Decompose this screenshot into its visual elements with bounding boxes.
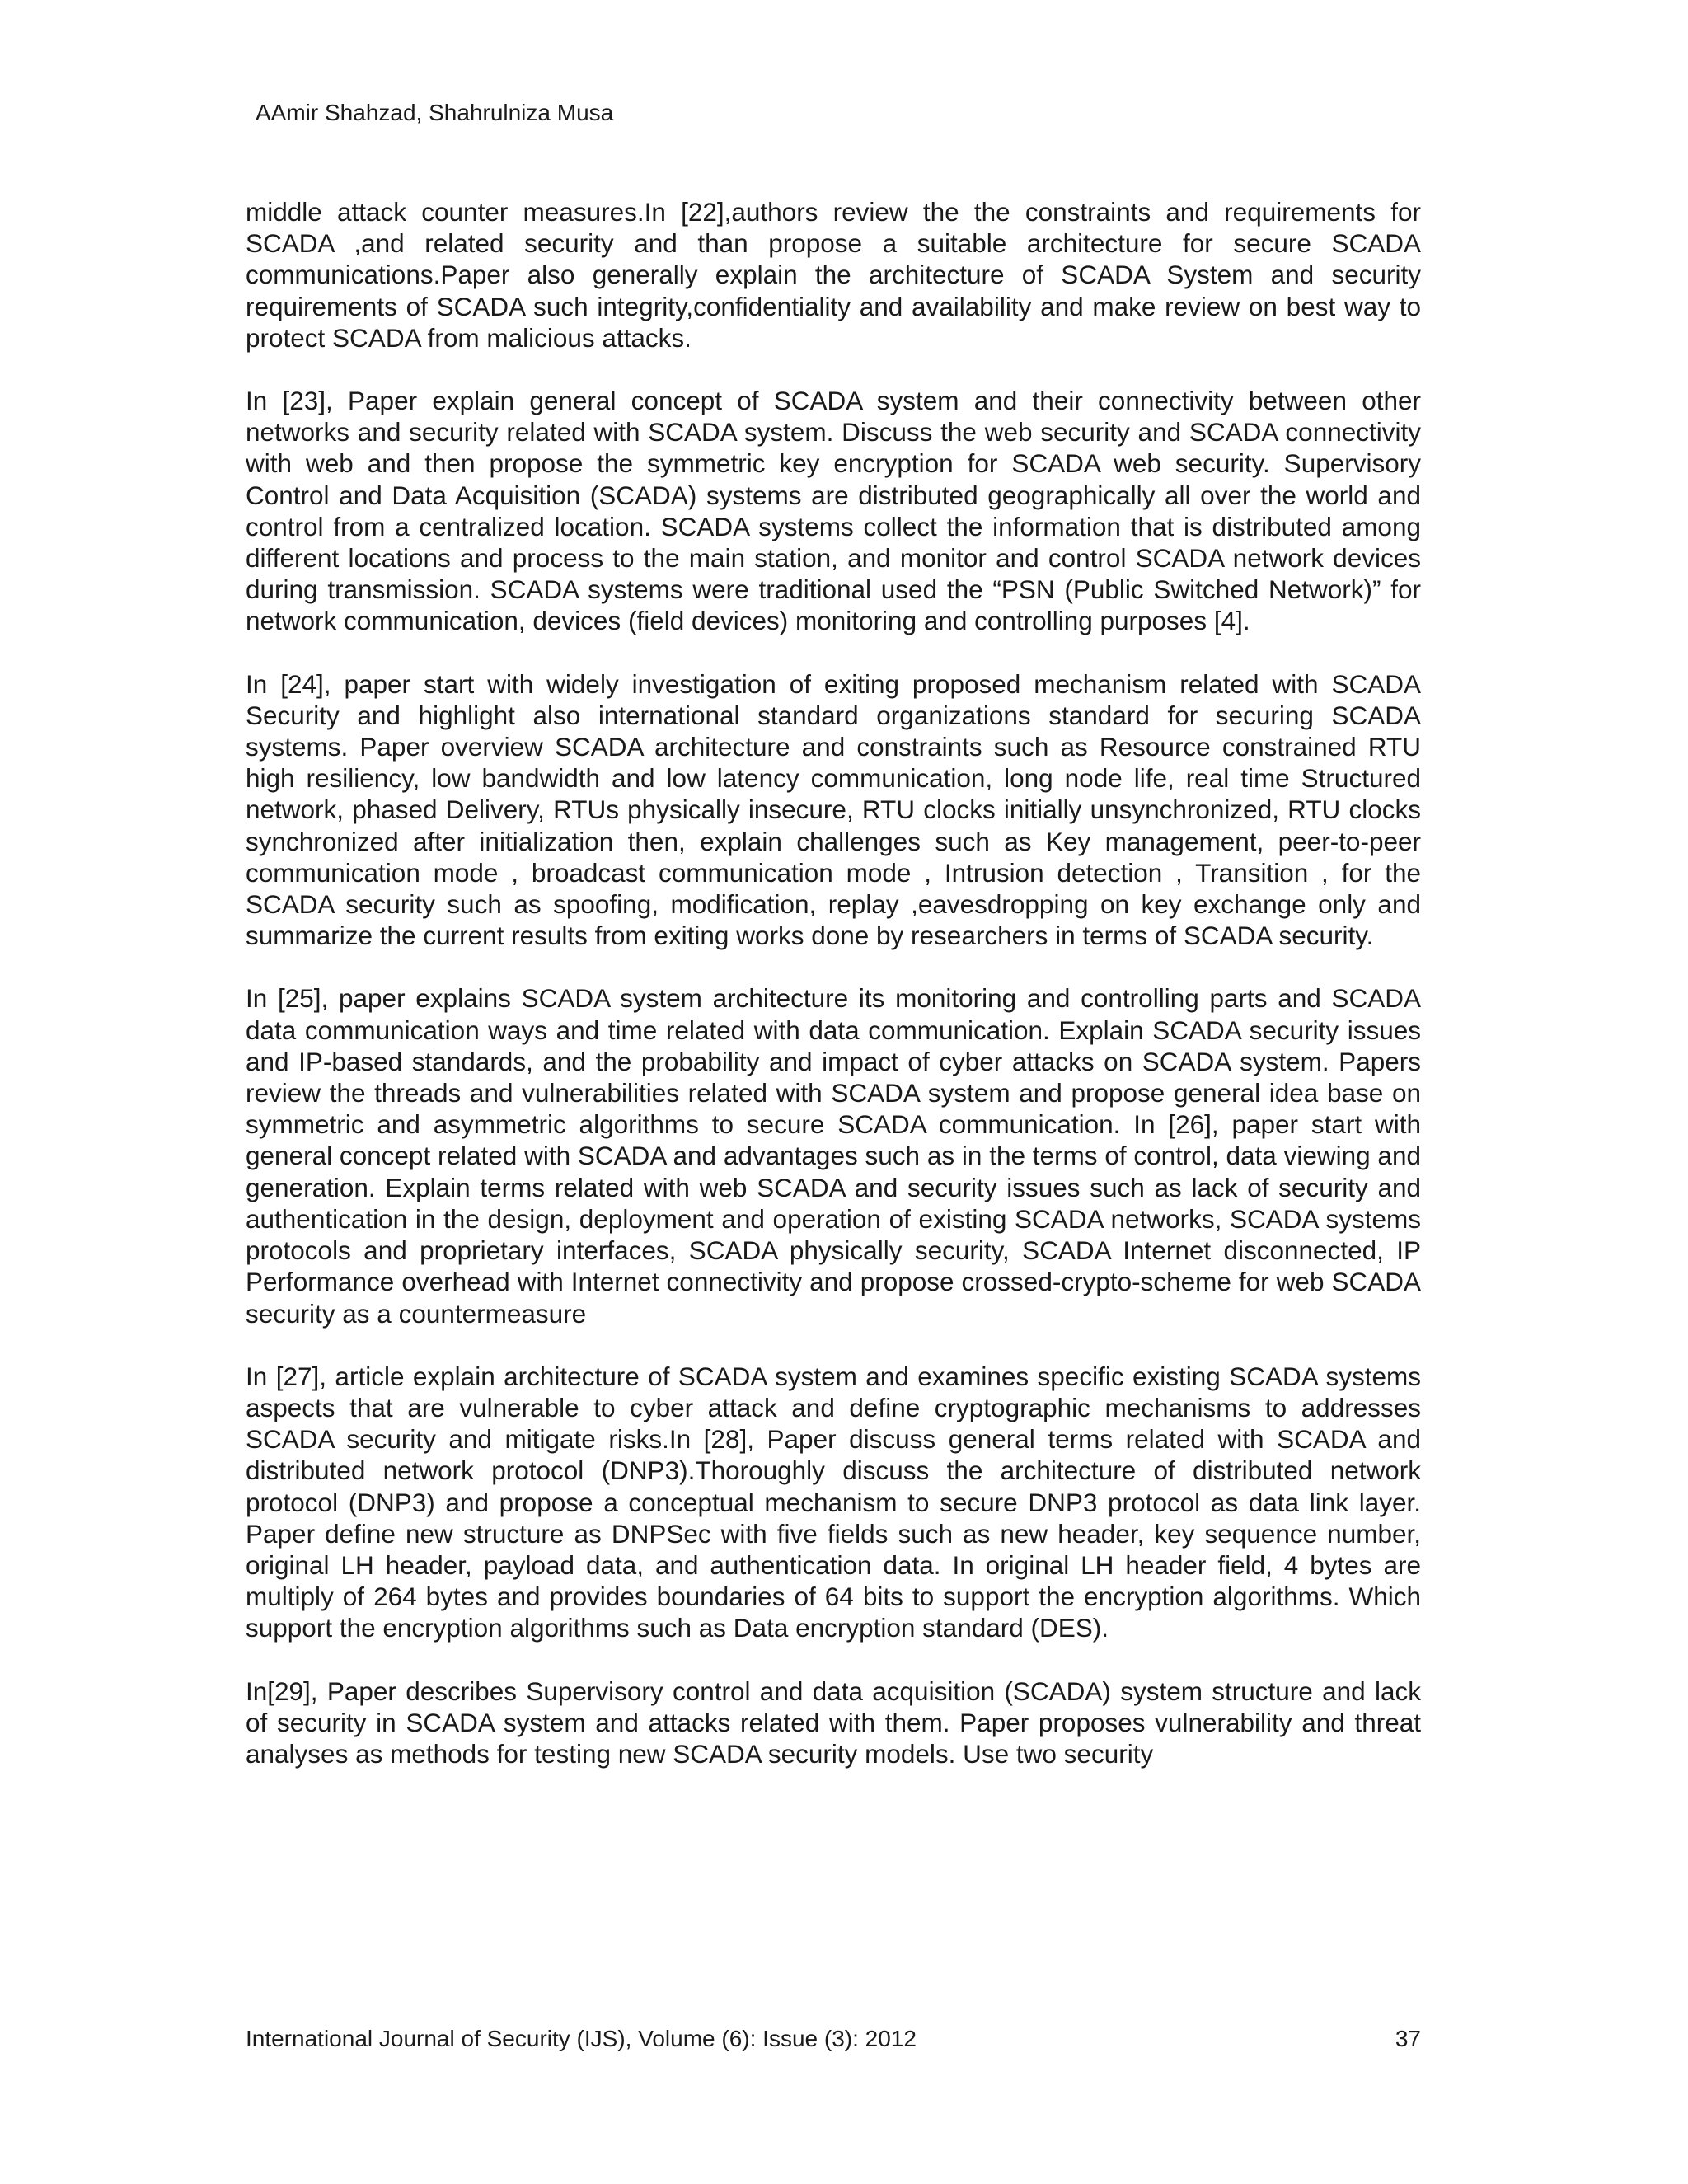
paragraph: In [25], paper explains SCADA system architecture its monitoring and controlling parts and SCADA data communication ways and time related with data communication. Explain SCADA security issues and IP-based standards, and the probability and impact of cyber attacks on SCADA system. Papers review the threads and vulnerabilities related with SCADA system and propose general idea base on symmetric and asymmetric algorithms to secure SCADA communication. In [26], paper start with general concept related with SCADA and advantages such as in the terms of control, data viewing and generation. Explain terms related with web SCADA and security issues such as lack of security and authentication in the design, deployment and operation of existing SCADA networks, SCADA systems protocols and proprietary interfaces, SCADA physically security, SCADA Internet disconnected, IP Performance overhead with Internet connectivity and propose crossed-crypto-scheme for web SCADA security as a countermeasure <box>246 983 1421 1329</box>
body-text <box>246 196 1421 1769</box>
paragraph: In [27], article explain architecture of SCADA system and examines specific existing SCADA systems aspects that are vulnerable to cyber attack and define cryptographic mechanisms to addresses SCADA security and mitigate risks.In [28], Paper discuss general terms related with SCADA and distributed network protocol (DNP3).Thoroughly discuss the architecture of distributed network protocol (DNP3) and propose a conceptual mechanism to secure DNP3 protocol as data link layer. Paper define new structure as DNPSec with five fields such as new header, key sequence number, original LH header, payload data, and authentication data. In original LH header field, 4 bytes are multiply of 264 bytes and provides boundaries of 64 bits to support the encryption algorithms. Which support the encryption algorithms such as Data encryption standard (DES). <box>246 1361 1421 1643</box>
footer-journal-title: International Journal of Security (IJS), Volume (6): Issue (3): 2012 <box>246 2026 917 2051</box>
running-head-authors: AAmir Shahzad, Shahrulniza Musa <box>256 100 614 125</box>
paragraph: In[29], Paper describes Supervisory control and data acquisition (SCADA) system structure and lack of security in SCADA system and attacks related with them. Paper proposes vulnerability and threat analyses as methods for testing new SCADA security models. Use two security <box>246 1675 1421 1769</box>
paragraph: middle attack counter measures.In [22],authors review the the constraints and requirements for SCADA ,and related security and than propose a suitable architecture for secure SCADA communications.Paper also generally explain the architecture of SCADA System and security requirements of SCADA such integrity,confidentiality and availability and make review on best way to protect SCADA from malicious attacks. <box>246 197 1421 353</box>
page-footer <box>246 2025 1421 2053</box>
paragraph: In [23], Paper explain general concept of SCADA system and their connectivity between other networks and security related with SCADA system. Discuss the web security and SCADA connectivity with web and then propose the symmetric key encryption for SCADA web security. Supervisory Control and Data Acquisition (SCADA) systems are distributed geographically all over the world and control from a centralized location. SCADA systems collect the information that is distributed among different locations and process to the main station, and monitor and control SCADA network devices during transmission. SCADA systems were traditional used the “PSN (Public Switched Network)” for network communication, devices (field devices) monitoring and controlling purposes [4]. <box>246 386 1421 636</box>
footer-page-number: 37 <box>1395 2026 1421 2051</box>
paragraph: In [24], paper start with widely investigation of exiting proposed mechanism related with SCADA Security and highlight also international standard organizations standard for securing SCADA systems. Paper overview SCADA architecture and constraints such as Resource constrained RTU high resiliency, low bandwidth and low latency communication, long node life, real time Structured network, phased Delivery, RTUs physically insecure, RTU clocks initially unsynchronized, RTU clocks synchronized after initialization then, explain challenges such as Key management, peer-to-peer communication mode , broadcast communication mode , Intrusion detection , Transition , for the SCADA security such as spoofing, modification, replay ,eavesdropping on key exchange only and summarize the current results from exiting works done by researchers in terms of SCADA security. <box>246 668 1421 951</box>
